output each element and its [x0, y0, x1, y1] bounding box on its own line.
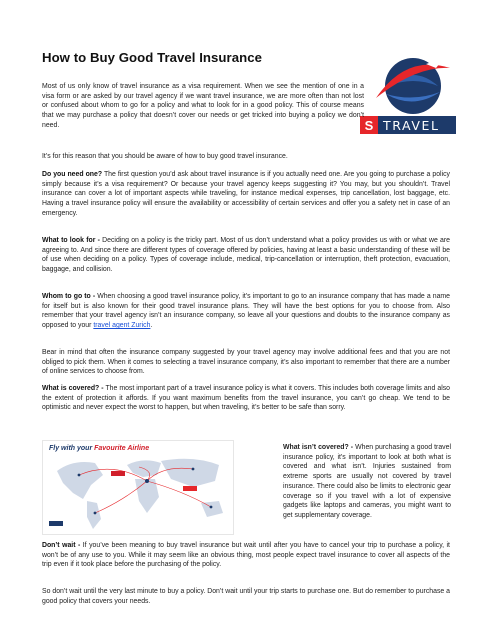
- section-bear: Bear in mind that often the insurance company suggested by your travel agency may involve additional fees and that you are not obliged to pick them. When it comes to selecting a travel insurance company, it’s also important to remember that there are a number of online services to choose from.: [42, 349, 450, 376]
- map-banner-text-b: Favourite Airline: [94, 445, 150, 452]
- section-wait: [42, 541, 450, 570]
- section-need-body: The first question you’d ask about travel insurance is if you actually need one. Are you going to purchase a policy simply because it’s a visa requirement? Or because your travel agency keeps suggesting it? You may, but you shouldn’t. Travel insurance can cover a lot of important aspects while traveling, for instance medical expenses, trip cancellation, lost baggage, etc. Having a travel insurance policy will ensure the availability or accessibility of certain services and offer you a safety net in case of an emergency.: [42, 171, 450, 217]
- section-covered-body: The most important part of a travel insurance policy is what it covers. This includes both coverage limits and also the extent of protection it affords. If you want maximum benefits from the travel insurance, you can’t go cheap. We tend to be optimistic and never expect the worst to happen, but when traveling, it’s better to be safe than sorry.: [42, 385, 450, 412]
- travel-agent-link[interactable]: travel agent Zurich: [93, 322, 151, 330]
- section-wait-body: If you’ve been meaning to buy travel insurance but wait until after you have to cancel your trip to purchase a policy, it won’t be of any use to you. While it may seem like an obvious thing, most people expect travel insurance to cover all aspects of the trip even if it took place before the purchasing of the policy.: [42, 542, 450, 569]
- section-notcovered-body: When purchasing a good travel insurance policy, it’s important to look at both what is covered and what isn’t. Injuries sustained from extreme sports are usually not covered by travel insurance. There could also be limits to electronic gear coverage so if you travel with a lot of expensive gadgets like laptops and cameras, you might want to get supplementary coverage.: [283, 444, 451, 519]
- section-look-head: What to look for -: [42, 237, 100, 244]
- brand-letter: S: [360, 116, 378, 134]
- section-wait-head: Don’t wait -: [42, 542, 81, 549]
- section-need: [42, 170, 450, 219]
- section-whom-end: .: [150, 322, 153, 330]
- airline-map-image: [42, 440, 234, 535]
- section-look-body: Deciding on a policy is the tricky part. Most of us don’t understand what a policy provides us with or what we are agreeing to. And since there are different types of coverage offered by policies, having at least a basic understanding of these will be of use when deciding on a policy. Types of coverage include, medical, trip-cancellation or interruption, theft protection, evacuation, baggage, and collision.: [42, 237, 450, 274]
- section-whom: [42, 292, 450, 331]
- map-banner-text-a: Fly with your: [49, 445, 95, 452]
- section-whom-body: When choosing a good travel insurance policy, it’s important to go to an insurance company that has made a name for itself but is also known for their good travel insurance plans. They will have the best options for you to choose from. Also remember that your travel agency isn’t an insurance company, so leave all your questions and doubts to the insurance company as opposed to your: [42, 293, 450, 330]
- reason-paragraph: It’s for this reason that you should be aware of how to buy good travel insurance.: [42, 153, 288, 160]
- section-covered-head: What is covered? -: [42, 385, 104, 392]
- section-covered: [42, 384, 450, 413]
- world-map-graphic: [43, 441, 233, 534]
- section-look: [42, 236, 450, 275]
- section-last: So don’t wait until the very last minute to buy a policy. Don’t wait until your trip starts to purchase one. But do remember to purchase a good policy that covers your needs.: [42, 588, 450, 605]
- section-whom-head: Whom to go to -: [42, 293, 96, 300]
- page-title: How to Buy Good Travel Insurance: [42, 50, 262, 65]
- intro-paragraph: Most of us only know of travel insurance as a visa requirement. When we see the mention of one in a visa form or are asked by our travel agency if we want travel insurance, we are more often than not lost or confused about whom to go for a policy and what to look for in a good policy. This of course means that we may purchase a policy that doesn’t cover our needs or get tricked into buying a policy we don’t need.: [42, 83, 364, 129]
- section-notcovered-head: What isn’t covered? -: [283, 444, 354, 451]
- brand-word: TRAVEL: [378, 116, 456, 134]
- section-need-head: Do you need one?: [42, 171, 103, 178]
- brand-wordmark: [360, 116, 456, 134]
- section-notcovered: [283, 443, 451, 521]
